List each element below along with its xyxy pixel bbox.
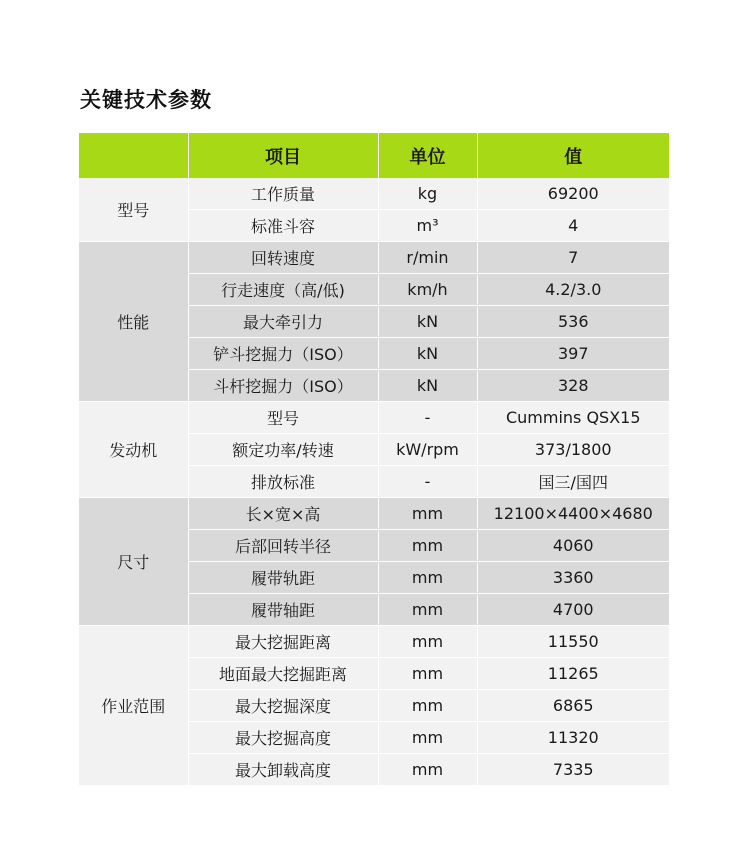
value-cell: 69200	[477, 178, 669, 210]
value-cell: Cummins QSX15	[477, 402, 669, 434]
value-cell: 4060	[477, 530, 669, 562]
table-header-row	[79, 133, 669, 178]
value-cell: 7	[477, 242, 669, 274]
item-cell: 地面最大挖掘距离	[188, 658, 378, 690]
unit-cell: mm	[378, 498, 477, 530]
unit-cell: mm	[378, 594, 477, 626]
unit-cell: r/min	[378, 242, 477, 274]
unit-cell: mm	[378, 562, 477, 594]
table-row	[79, 498, 669, 530]
unit-cell: mm	[378, 690, 477, 722]
item-cell: 最大挖掘深度	[188, 690, 378, 722]
spec-table	[79, 133, 669, 786]
value-cell: 397	[477, 338, 669, 370]
unit-cell: -	[378, 466, 477, 498]
value-cell: 536	[477, 306, 669, 338]
category-cell: 作业范围	[79, 626, 188, 786]
unit-cell: kg	[378, 178, 477, 210]
item-cell: 行走速度（高/低)	[188, 274, 378, 306]
unit-cell: -	[378, 402, 477, 434]
category-cell: 型号	[79, 178, 188, 242]
value-cell: 12100×4400×4680	[477, 498, 669, 530]
item-cell: 型号	[188, 402, 378, 434]
value-cell: 373/1800	[477, 434, 669, 466]
category-cell: 性能	[79, 242, 188, 402]
item-cell: 最大卸载高度	[188, 754, 378, 786]
table-row	[79, 626, 669, 658]
table-row	[79, 242, 669, 274]
item-cell: 铲斗挖掘力（ISO）	[188, 338, 378, 370]
item-cell: 回转速度	[188, 242, 378, 274]
value-cell: 11265	[477, 658, 669, 690]
unit-cell: mm	[378, 530, 477, 562]
item-cell: 后部回转半径	[188, 530, 378, 562]
value-cell: 4	[477, 210, 669, 242]
unit-cell: kN	[378, 306, 477, 338]
item-cell: 工作质量	[188, 178, 378, 210]
table-row	[79, 402, 669, 434]
unit-cell: m³	[378, 210, 477, 242]
unit-cell: kN	[378, 370, 477, 402]
item-cell: 履带轴距	[188, 594, 378, 626]
unit-cell: kW/rpm	[378, 434, 477, 466]
value-cell: 3360	[477, 562, 669, 594]
header-unit: 单位	[378, 133, 477, 178]
unit-cell: mm	[378, 754, 477, 786]
page-title: 关键技术参数	[80, 88, 212, 112]
value-cell: 4.2/3.0	[477, 274, 669, 306]
unit-cell: mm	[378, 722, 477, 754]
header-item: 项目	[188, 133, 378, 178]
table-row	[79, 178, 669, 210]
category-cell: 发动机	[79, 402, 188, 498]
unit-cell: kN	[378, 338, 477, 370]
item-cell: 额定功率/转速	[188, 434, 378, 466]
item-cell: 履带轨距	[188, 562, 378, 594]
table-body	[79, 178, 669, 786]
unit-cell: km/h	[378, 274, 477, 306]
item-cell: 最大挖掘高度	[188, 722, 378, 754]
item-cell: 标准斗容	[188, 210, 378, 242]
unit-cell: mm	[378, 658, 477, 690]
value-cell: 11320	[477, 722, 669, 754]
item-cell: 长×宽×高	[188, 498, 378, 530]
item-cell: 最大挖掘距离	[188, 626, 378, 658]
unit-cell: mm	[378, 626, 477, 658]
item-cell: 最大牵引力	[188, 306, 378, 338]
value-cell: 7335	[477, 754, 669, 786]
value-cell: 11550	[477, 626, 669, 658]
value-cell: 国三/国四	[477, 466, 669, 498]
value-cell: 6865	[477, 690, 669, 722]
item-cell: 排放标准	[188, 466, 378, 498]
item-cell: 斗杆挖掘力（ISO）	[188, 370, 378, 402]
value-cell: 4700	[477, 594, 669, 626]
header-category	[79, 133, 188, 178]
header-value: 值	[477, 133, 669, 178]
value-cell: 328	[477, 370, 669, 402]
category-cell: 尺寸	[79, 498, 188, 626]
